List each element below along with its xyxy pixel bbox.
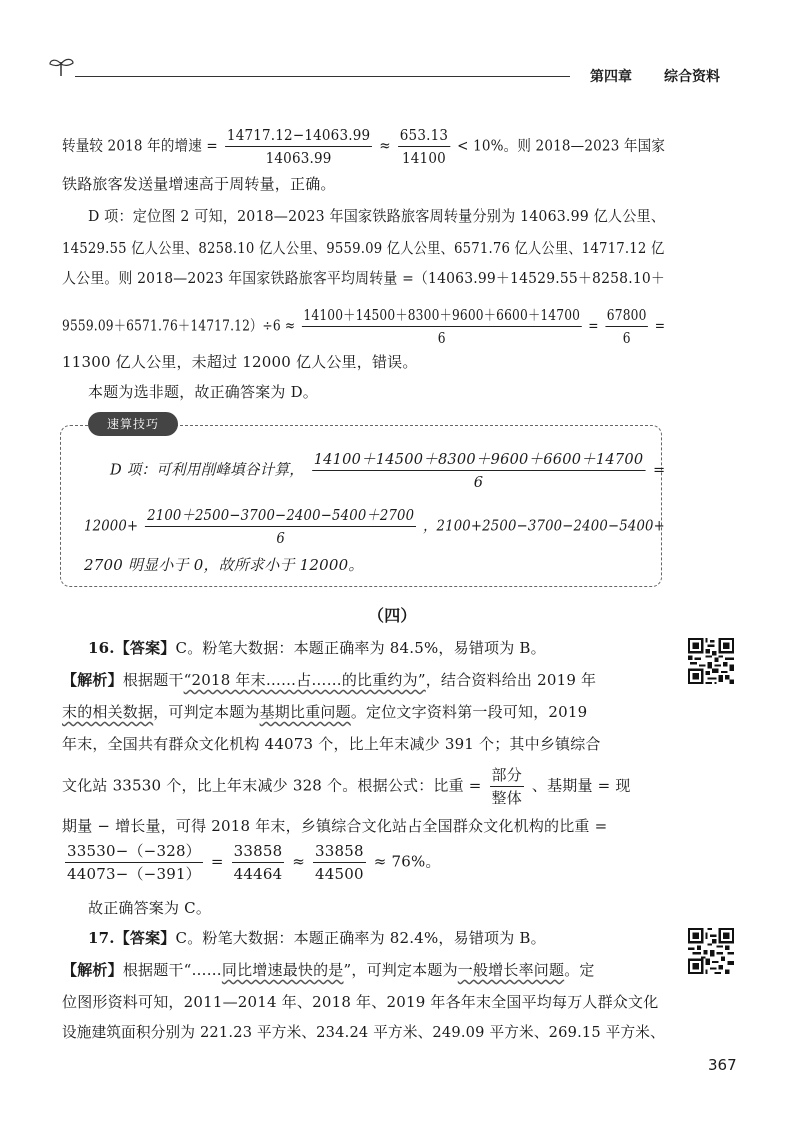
fraction: $\frac{2100+2500-3700-2400-5400+2700}{6}$ — [147, 506, 415, 547]
qr-code-icon[interactable] — [688, 638, 734, 684]
fraction: $\frac{14100+14500+8300+9600+6600+14700}{6}$ — [303, 306, 581, 347]
page-number: 367 — [708, 1056, 737, 1074]
text-line-1: 转量较 2018 年的增速 = $\frac{14717.12-14063.99}{14063.99}$ ≈ $\frac{653.13}{14100}$ < 10%。则 2018—2023 年国家 — [62, 126, 666, 167]
text-line-5: 人公里。则 2018—2023 年国家铁路旅客平均周转量 =（14063.99＋14529.55＋8258.10＋ — [62, 269, 666, 287]
text-line-8: 本题为选非题，故正确答案为 D。 — [88, 383, 318, 401]
chapter-label: 第四章 — [590, 69, 632, 85]
header-rule — [75, 76, 570, 77]
text-line-2: 铁路旅客发送量增速高于周转量，正确。 — [62, 175, 336, 193]
q17-analysis-line-3: 设施建筑面积分别为 221.23 平方米、234.24 平方米、249.09 平方米、269.15 平方米、 — [62, 1023, 665, 1041]
q16-answer-line: 16.【答案】C。粉笔大数据：本题正确率为 84.5%，易错项为 B。 — [88, 639, 546, 657]
q17-analysis-line-1: 【解析】根据题干“……同比增速最快的是”，可判定本题为一般增长率问题。定 — [62, 961, 595, 979]
fraction: $\frac{67800}{6}$ — [606, 306, 647, 347]
tip-line-3: 2700 明显小于 0，故所求小于 12000。 — [84, 556, 364, 574]
fraction: $\frac{653.13}{14100}$ — [399, 126, 449, 167]
fraction: $\frac{14100+14500+8300+9600+6600+14700}{6}$ — [313, 450, 644, 491]
q16-analysis-line-1: 【解析】根据题干“2018 年末……占……的比重约为”，结合资料给出 2019 年 — [62, 671, 597, 689]
fraction: $\frac{33858}{44464}$ — [233, 842, 283, 883]
text-line-7: 11300 亿人公里，未超过 12000 亿人公里，错误。 — [62, 353, 418, 371]
q16-analysis-line-3: 年末，全国共有群众文化机构 44073 个，比上年末减少 391 个；其中乡镇综合 — [62, 735, 601, 753]
text-line-3: D 项：定位图 2 可知，2018—2023 年国家铁路旅客周转量分别为 14063.99 亿人公里、 — [88, 207, 666, 225]
qr-code-icon[interactable] — [688, 928, 734, 974]
text-line-4: 14529.55 亿人公里、8258.10 亿人公里、9559.09 亿人公里、6571.76 亿人公里、14717.12 亿 — [62, 239, 665, 257]
tip-line-1: D 项：可利用削峰填谷计算， $\frac{14100+14500+8300+9600+6600+14700}{6}$ = — [110, 450, 666, 491]
fraction: $\frac{14717.12-14063.99}{14063.99}$ — [226, 126, 371, 167]
q16-analysis-line-2: 末的相关数据，可判定本题为基期比重问题。定位文字资料第一段可知，2019 — [62, 703, 588, 721]
section-label: 综合资料 — [664, 69, 720, 85]
q16-analysis-line-5: 期量 − 增长量，可得 2018 年末，乡镇综合文化站占全国群众文化机构的比重 = — [62, 817, 608, 835]
q17-analysis-line-2: 位图形资料可知，2011—2014 年、2018 年、2019 年各年末全国平均每万人群众文化 — [62, 993, 659, 1011]
fraction: $\frac{\text{部分}}{\text{整体}}$ — [491, 766, 522, 807]
tip-badge: 速算技巧 — [88, 412, 178, 436]
text-line-6: 9559.09＋6571.76＋14717.12）÷6 ≈ $\frac{14100+14500+8300+9600+6600+14700}{6}$ = $\frac{67800}{6}$ = — [62, 306, 666, 347]
fraction: $\frac{33530-(-328)}{44073-(-391)}$ — [67, 842, 201, 883]
fraction: $\frac{33858}{44500}$ — [315, 842, 364, 883]
sprout-logo-icon — [46, 54, 76, 78]
q16-conclusion: 故正确答案为 C。 — [88, 899, 212, 917]
q16-formula-line: $\frac{33530-(-328)}{44073-(-391)}$ = $\frac{33858}{44464}$ ≈ $\frac{33858}{44500}$ ≈ 76%。 — [67, 842, 441, 883]
q17-answer-line: 17.【答案】C。粉笔大数据：本题正确率为 82.4%，易错项为 B。 — [88, 929, 546, 947]
part-heading: （四） — [368, 606, 417, 625]
q16-analysis-line-4: 文化站 33530 个，比上年末减少 328 个。根据公式：比重 = $\frac{\text{部分}}{\text{整体}}$ 、基期量 = 现 — [62, 766, 631, 807]
tip-line-2: 12000+ $\frac{2100+2500-3700-2400-5400+2700}{6}$ ，2100+2500−3700−2400−5400+ — [84, 506, 665, 547]
